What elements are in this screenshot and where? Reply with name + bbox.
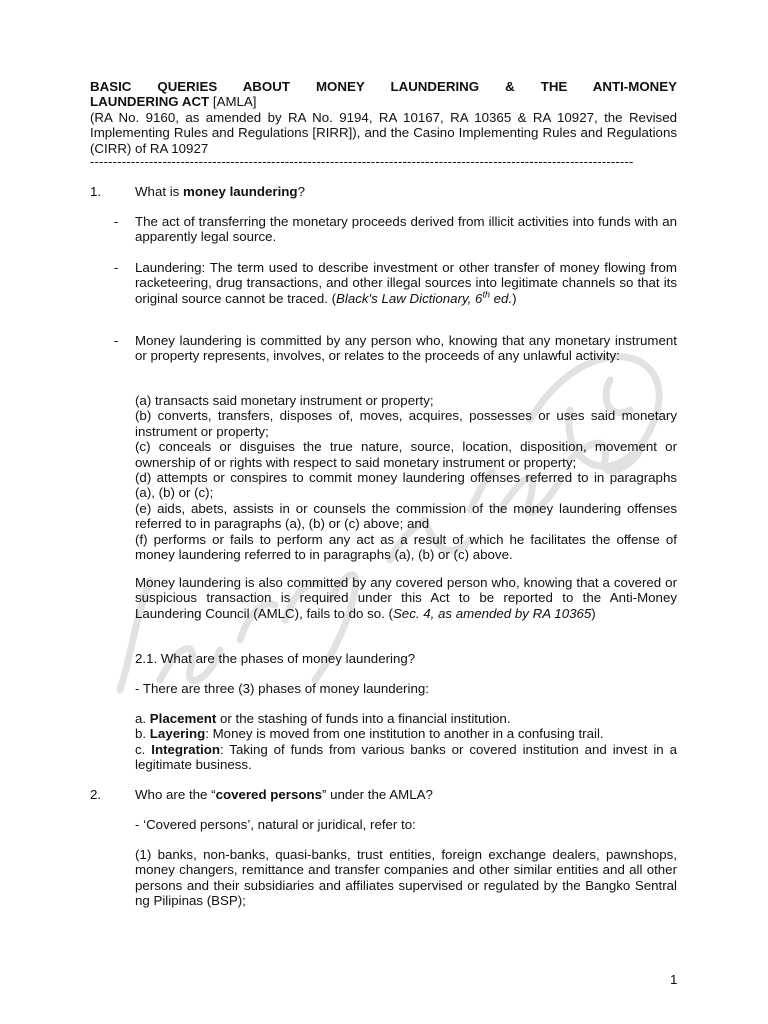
question-2-prefix: Who are the “ — [135, 787, 216, 802]
q1-bullet-3 — [114, 333, 677, 364]
phases-list — [135, 711, 677, 773]
q1-covered-person-paragraph — [135, 575, 677, 621]
q1-bullet-2-citation — [336, 291, 512, 306]
phase-a-label: a. — [135, 711, 150, 726]
question-1-prefix: What is — [135, 184, 184, 199]
bullet-dash: - — [114, 333, 119, 348]
act-b: (b) converts, transfers, disposes of, moves, acquires, possesses or uses said monetary instrument or property; — [135, 408, 677, 439]
act-d: (d) attempts or conspires to commit money laundering offenses referred to in paragraphs (a), (b) or (c); — [135, 470, 677, 501]
phase-c-label: c. — [135, 741, 152, 757]
phase-a — [135, 711, 677, 726]
covered-citation: Sec. 4, as amended by RA 10365 — [392, 605, 592, 621]
covered-main: Money laundering is also committed by any covered person who, knowing that a covered or suspicious transaction is required under this Act to be reported to the Anti-Money Laundering Council (AMLC), fails to do so. ( — [135, 575, 677, 621]
phase-c-bold: Integration — [151, 741, 220, 757]
title-line-2-rest: [AMLA] — [209, 94, 257, 110]
question-2-bold: covered persons — [215, 787, 322, 802]
phases-intro: - There are three (3) phases of money laundering: — [135, 681, 429, 696]
q1-acts-list — [135, 393, 677, 562]
question-1-bold: money laundering — [183, 184, 298, 199]
citation-text: Black's Law Dictionary, 6 — [336, 290, 483, 306]
covered-close: ) — [591, 605, 596, 621]
title-subtitle: (RA No. 9160, as amended by RA No. 9194, RA 10167, RA 10365 & RA 10927, the Revised Implementing Rules and Regulations [RIRR]), and the Casino Implementing Rules and Regulations (CIRR) of RA 10927 — [90, 109, 677, 156]
citation-end: ed. — [489, 290, 513, 306]
act-c: (c) conceals or disguises the true nature, source, location, disposition, movement or ownership of or rights with respect to said monetary instrument or property; — [135, 439, 677, 470]
question-1-suffix: ? — [297, 184, 305, 199]
q1-bullet-2 — [114, 260, 677, 306]
document-title-block — [90, 79, 677, 156]
q1-bullet-1-text: The act of transferring the monetary proceeds derived from illicit activities into funds with an apparently legal source. — [135, 214, 677, 245]
act-a: (a) transacts said monetary instrument or property; — [135, 393, 434, 408]
q2-item-1: (1) banks, non-banks, quasi-banks, trust entities, foreign exchange dealers, pawnshops, money changers, remittance and transfer companies and other similar entities and all other persons and their subsidiaries and affiliates supervised or regulated by the Bangko Sentral ng Pilipinas (BSP); — [135, 847, 677, 909]
phase-b-label: b. — [135, 726, 150, 742]
phase-c-text: : Taking of funds from various banks or covered institution and invest in a legitimate business. — [135, 741, 677, 773]
question-2-number: 2. — [90, 787, 102, 802]
phase-a-text: or the stashing of funds into a financial institution. — [216, 711, 511, 726]
bullet-dash: - — [114, 260, 119, 275]
covered-paragraph-text — [135, 575, 677, 621]
phase-b — [135, 726, 677, 741]
title-line-2-bold: LAUNDERING ACT — [90, 94, 210, 110]
citation-superscript: th — [482, 289, 490, 300]
q1-bullet-3-text: Money laundering is committed by any person who, knowing that any monetary instrument or property represents, involves, or relates to the proceeds of any unlawful activity: — [135, 333, 677, 364]
title-line-2 — [90, 94, 677, 109]
question-2-text — [135, 787, 433, 802]
q2-intro: - ‘Covered persons’, natural or juridical, refer to: — [135, 817, 416, 832]
q1-bullet-2-text — [135, 260, 677, 306]
separator-rule: ------------------------------------------------------------------------------------------------------------------------ — [90, 154, 634, 169]
question-1-number: 1. — [90, 184, 102, 199]
phase-a-bold: Placement — [149, 711, 217, 726]
q1-bullet-1 — [114, 214, 677, 245]
q1-bullet-2-close: ) — [512, 290, 517, 306]
bullet-dash: - — [114, 214, 119, 229]
question-1-text — [135, 184, 305, 199]
q1-bullet-2-main: Laundering: The term used to describe investment or other transfer of money flowing from racketeering, drug transactions, and other illegal sources into legitimate channels so that its original source cannot be traced. ( — [135, 260, 677, 306]
phases-question: 2.1. What are the phases of money laundering? — [135, 651, 416, 666]
phase-b-text: : Money is moved from one institution to another in a confusing trail. — [205, 726, 604, 742]
act-e: (e) aids, abets, assists in or counsels the commission of the money laundering offenses referred to in paragraphs (a), (b) or (c) above; and — [135, 500, 677, 532]
page-number: 1 — [670, 972, 678, 987]
question-2-suffix: ” under the AMLA? — [321, 787, 433, 802]
act-f: (f) performs or fails to perform any act as a result of which he facilitates the offense of money laundering referred to in paragraphs (a), (b) or (c) above. — [135, 531, 677, 563]
title-line-1: BASIC QUERIES ABOUT MONEY LAUNDERING & THE ANTI-MONEY — [90, 79, 677, 94]
phase-c — [135, 742, 677, 773]
phase-b-bold: Layering — [149, 726, 206, 742]
